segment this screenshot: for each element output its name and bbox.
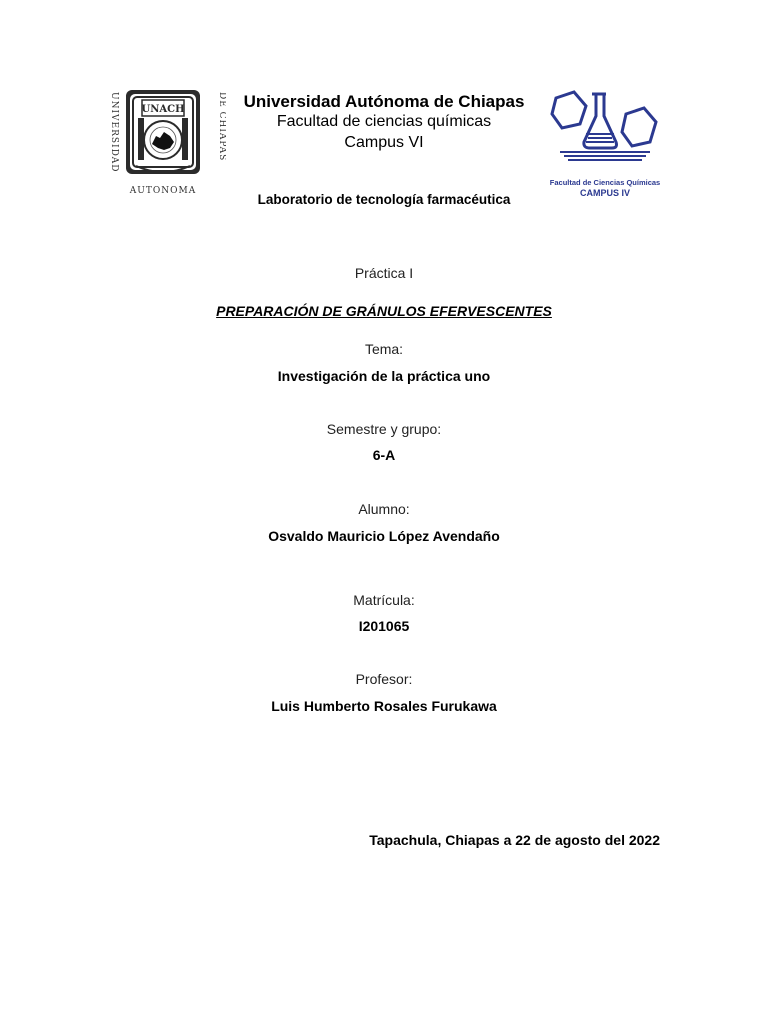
laboratory-name: Laboratorio de tecnología farmacéutica (257, 192, 511, 207)
faculty-logo-line2: CAMPUS IV (579, 188, 630, 198)
enrollment-value: I201065 (358, 618, 410, 634)
enrollment-label: Matrícula: (353, 592, 415, 608)
practice-label: Práctica I (354, 265, 414, 281)
faculty-logo-line1: Facultad de Ciencias Químicas (549, 178, 661, 187)
campus-name: Campus VI (344, 134, 424, 151)
unach-right-text: DE CHIAPAS (217, 92, 226, 162)
semester-group-label: Semestre y grupo: (326, 421, 442, 437)
unach-emblem-text: UNACH (141, 104, 185, 115)
topic-value: Investigación de la práctica uno (277, 368, 491, 384)
faculty-logo (546, 88, 664, 200)
unach-seal-icon (100, 86, 226, 198)
place-date: Tapachula, Chiapas a 22 de agosto del 2022 (369, 832, 660, 848)
unach-left-text: UNIVERSIDAD (109, 92, 119, 173)
unach-bottom-text: AUTONOMA (129, 186, 197, 196)
unach-seal-emblem (126, 90, 200, 174)
student-value: Osvaldo Mauricio López Avendaño (268, 528, 500, 544)
semester-group-value: 6-A (372, 447, 396, 463)
unach-logo (100, 86, 226, 198)
practice-title: PREPARACIÓN DE GRÁNULOS EFERVESCENTES (216, 303, 552, 319)
student-label: Alumno: (358, 501, 410, 517)
chemistry-faculty-logo-icon (546, 88, 664, 178)
university-name: Universidad Autónoma de Chiapas (243, 92, 525, 111)
professor-label: Profesor: (355, 671, 413, 687)
faculty-name: Facultad de ciencias químicas (276, 113, 492, 130)
topic-label: Tema: (364, 341, 404, 357)
professor-value: Luis Humberto Rosales Furukawa (271, 698, 497, 714)
